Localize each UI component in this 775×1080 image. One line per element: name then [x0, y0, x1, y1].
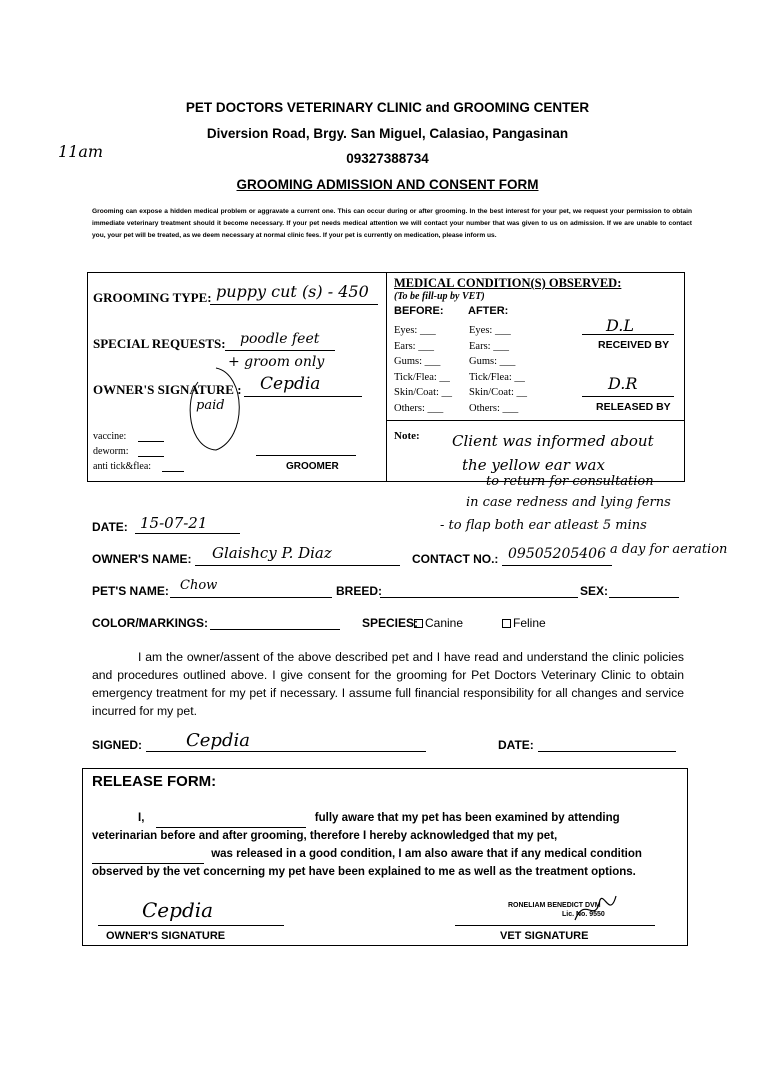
before-item: Ears: ___: [394, 340, 434, 352]
release-owner-signature-line: [98, 925, 284, 926]
note-divider: [386, 420, 685, 421]
sex-label: SEX:: [580, 584, 609, 598]
vet-stamp-license: Lic. No. 9550: [562, 911, 605, 918]
pet-name-label: PET'S NAME:: [92, 584, 169, 598]
medical-condition-title: MEDICAL CONDITION(S) OBSERVED:: [394, 276, 622, 290]
release-line-1: [92, 809, 682, 828]
grooming-type-value: puppy cut (s) - 450: [216, 282, 369, 301]
before-item: Others: ___: [394, 402, 444, 414]
received-by-label: RECEIVED BY: [598, 339, 670, 351]
note-line-2: the yellow ear wax: [462, 456, 605, 474]
feline-label: Feline: [513, 616, 546, 630]
date-line: [135, 533, 240, 534]
feline-option[interactable]: [502, 616, 546, 630]
release-owner-signature-value: Cepdia: [142, 898, 214, 922]
vet-signature-line: [455, 925, 655, 926]
before-item: Gums: ___: [394, 356, 441, 367]
date-value: 15-07-21: [140, 514, 208, 532]
owners-signature-value: Cepdia: [260, 374, 321, 394]
vaccine-line: [138, 441, 164, 442]
form-title: GROOMING ADMISSION AND CONSENT FORM: [236, 177, 539, 192]
release-line3-text: was released in a good condition, I am also aware that if any medical condition: [211, 848, 642, 860]
signed-line: [146, 751, 426, 752]
color-markings-line: [210, 629, 340, 630]
release-name-blank: [156, 809, 306, 828]
medical-condition-subtitle: (To be fill-up by VET): [394, 291, 485, 302]
antitick-label: anti tick&flea:: [93, 461, 152, 472]
note-line-3: to return for consultation: [486, 474, 654, 489]
contact-value: 09505205406: [508, 546, 606, 562]
before-label: BEFORE:: [394, 305, 444, 317]
note-label: Note:: [394, 430, 420, 442]
signed-label: SIGNED:: [92, 738, 143, 752]
release-line-4: observed by the vet concerning my pet have been explained to me as well as the treatment options.: [92, 866, 636, 878]
note-line-6: a day for aeration: [610, 542, 728, 557]
after-item: Eyes: ___: [469, 325, 511, 336]
breed-label: BREED:: [336, 584, 383, 598]
grooming-type-label: GROOMING TYPE:: [93, 290, 212, 305]
vet-stamp-name: RONELIAM BENEDICT DVM: [508, 902, 601, 909]
release-line-2: veterinarian before and after grooming, therefore I hereby acknowledged that my pet,: [92, 830, 558, 842]
released-by-line: [582, 396, 674, 397]
owners-signature-line: [244, 396, 362, 397]
after-label: AFTER:: [468, 305, 509, 317]
after-item: Skin/Coat: __: [469, 387, 528, 398]
note-line-5: - to flap both ear atleast 5 mins: [440, 518, 647, 533]
contact-label: CONTACT NO.:: [412, 552, 499, 566]
after-item: Tick/Flea: __: [469, 371, 525, 383]
special-requests-label: SPECIAL REQUESTS:: [93, 336, 226, 351]
table-divider: [386, 272, 387, 482]
date-label: DATE:: [92, 520, 128, 534]
signed-value: Cepdia: [186, 730, 250, 751]
before-item: Eyes: ___: [394, 325, 436, 336]
deworm-line: [138, 456, 164, 457]
clinic-address: Diversion Road, Brgy. San Miguel, Calasiao, Pangasinan: [206, 126, 569, 141]
deworm-label: deworm:: [93, 446, 129, 457]
margin-note: 11am: [58, 142, 104, 161]
species-label: SPECIES:: [362, 616, 419, 630]
special-requests-value-2: + groom only: [228, 354, 325, 370]
release-owner-signature-label: OWNER'S SIGNATURE: [106, 930, 226, 942]
grooming-type-line: [210, 304, 378, 305]
release-title: RELEASE FORM:: [92, 773, 217, 790]
received-by-value: D.L: [606, 316, 634, 335]
vet-signature-label: VET SIGNATURE: [500, 930, 589, 942]
released-by-label: RELEASED BY: [596, 401, 671, 413]
released-by-value: D.R: [608, 374, 638, 393]
after-item: Others: ___: [469, 402, 519, 414]
note-line-4: in case redness and lying ferns: [466, 495, 671, 510]
owners-signature-label: OWNER'S SIGNATURE :: [93, 382, 242, 397]
canine-checkbox[interactable]: [414, 619, 423, 628]
after-list: [469, 323, 527, 416]
before-list: [394, 323, 452, 416]
date2-line: [538, 751, 676, 752]
groomer-line: [256, 455, 356, 456]
groomer-label: GROOMER: [286, 461, 339, 472]
consent-paragraph: I am the owner/assent of the above described pet and I have read and understand the clinic policies and procedures outlined above. I give consent for the grooming for Pet Doctors Veterinary Clinic to obtain emergency treatment for my pet if necessary. I assume full financial responsibility for all changes and service incurred for my pet.: [92, 650, 684, 718]
after-item: Gums: ___: [469, 356, 516, 367]
received-by-line: [582, 334, 674, 335]
intro-paragraph: Grooming can expose a hidden medical problem or aggravate a current one. This can occur during or after grooming. In the best interest for your pet, we request your permission to obtain immediate veterinary treatment should it become necessary. If your pet needs medical attention we will contact your number that was given to us on admission. If we are unable to contact you, your pet will be treated, as we deem necessary at normal clinic fees. If your pet is currently on medication, please inform us.: [92, 208, 692, 239]
before-item: Skin/Coat: __: [394, 387, 453, 398]
vet-signature-scribble: [570, 890, 620, 930]
pet-name-value: Chow: [180, 578, 218, 593]
contact-line: [502, 565, 612, 566]
before-item: Tick/Flea: __: [394, 371, 450, 383]
note-line-1: Client was informed about: [452, 432, 654, 450]
release-line-3: [92, 845, 682, 864]
owner-name-line: [195, 565, 400, 566]
feline-checkbox[interactable]: [502, 619, 511, 628]
sex-line: [609, 597, 679, 598]
clinic-phone: 09327388734: [346, 151, 429, 166]
breed-line: [380, 597, 578, 598]
after-item: Ears: ___: [469, 340, 509, 352]
release-pet-blank: [92, 845, 204, 864]
owner-name-label: OWNER'S NAME:: [92, 552, 192, 566]
date2-label: DATE:: [498, 738, 534, 752]
pet-name-line: [170, 597, 332, 598]
vaccine-label: vaccine:: [93, 431, 127, 442]
owner-name-value: Glaishcy P. Diaz: [212, 544, 332, 562]
color-markings-label: COLOR/MARKINGS:: [92, 616, 208, 630]
canine-option[interactable]: [414, 616, 463, 630]
paid-note: paid: [196, 398, 225, 413]
clinic-name: PET DOCTORS VETERINARY CLINIC and GROOMING CENTER: [185, 100, 590, 115]
release-line1-text: fully aware that my pet has been examined by attending: [314, 812, 620, 824]
antitick-line: [162, 471, 184, 472]
special-requests-value-1: poodle feet: [240, 331, 320, 347]
canine-label: Canine: [425, 616, 464, 630]
special-requests-line: [225, 350, 335, 351]
release-i: I,: [138, 812, 145, 824]
